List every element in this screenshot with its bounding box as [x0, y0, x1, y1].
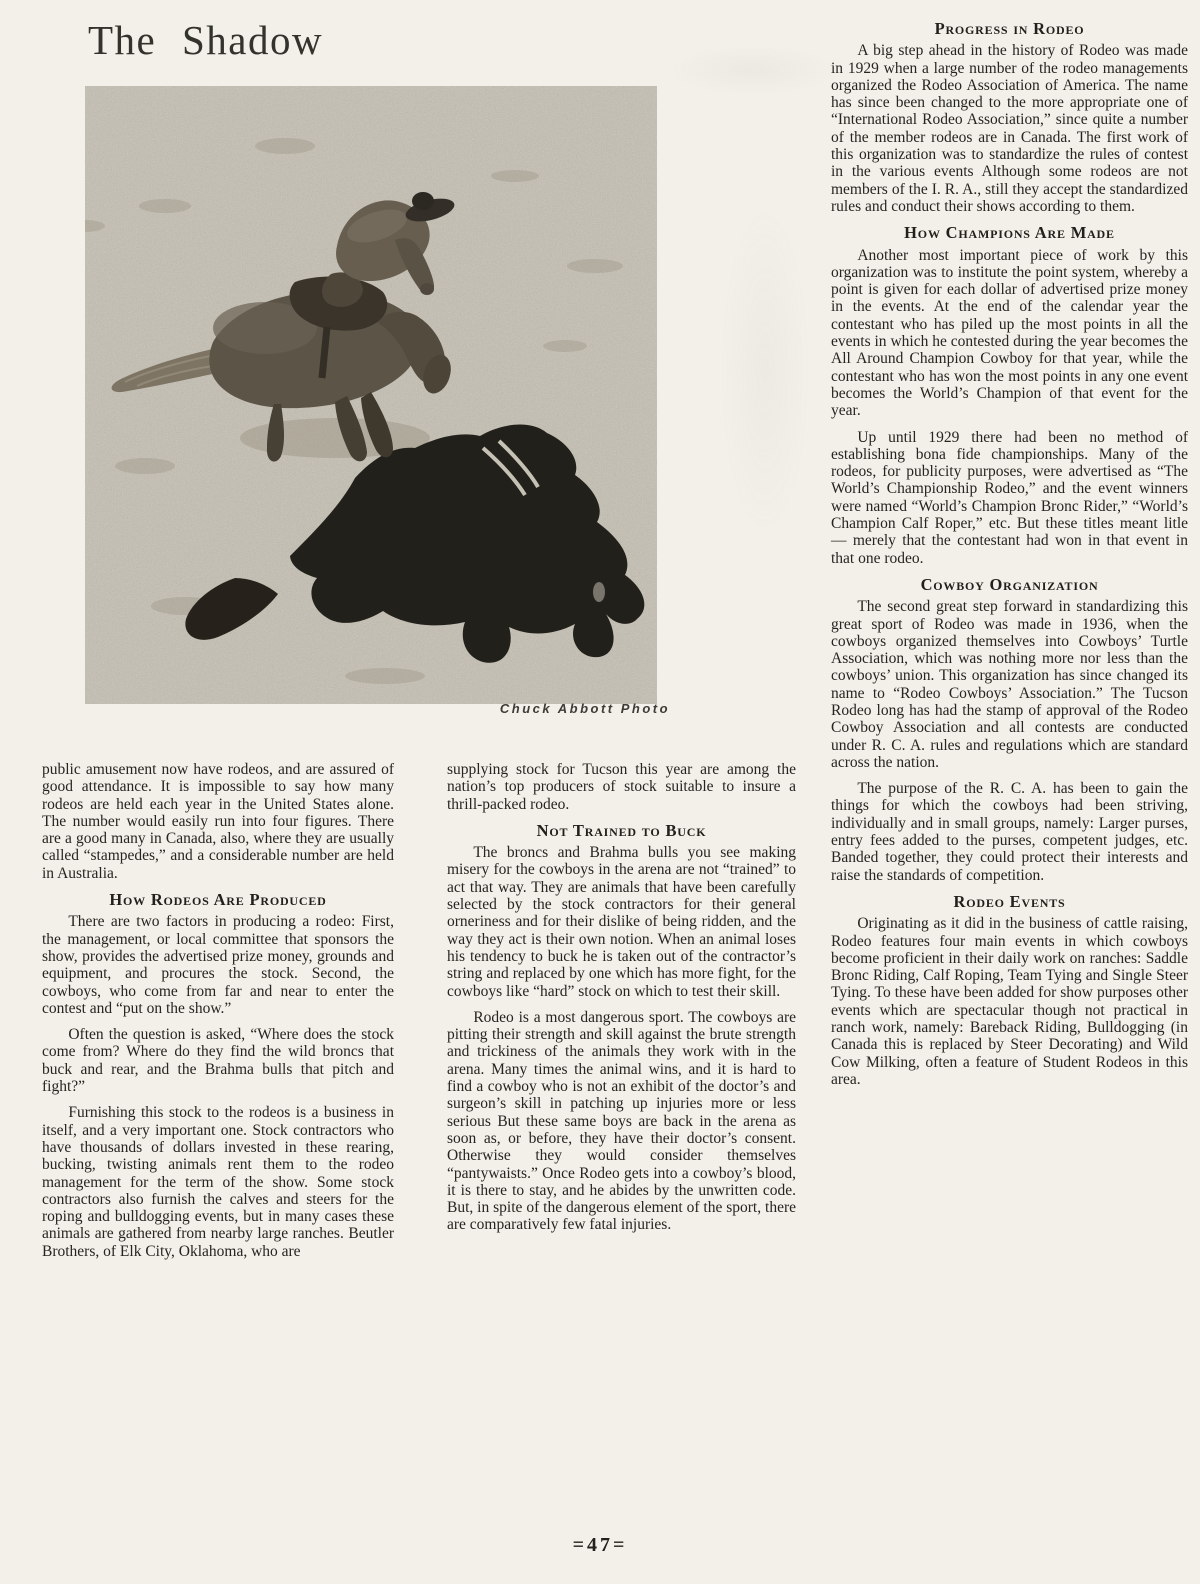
- paragraph: Another most important piece of work by this organization was to institute the point system, whereby a point is given for each dollar of advertised prize money in the events. At the end of the calendar year the contestant who has piled up the most points in all the events in which he contested during the year becomes the All Around Champion Cowboy for that year, while the contestant who has won the most points in any one event becomes the World’s Champion of that event for the year.: [831, 246, 1188, 420]
- section-heading: How Rodeos Are Produced: [109, 890, 327, 910]
- paragraph: The second great step forward in standardizing this great sport of Rodeo was made in 1936, when the cowboys organized themselves into Cowboys’ Turtle Association, which was nothing more nor less than the cowboys’ union. This organization has since changed its name to “Rodeo Cowboys’ Association.” The Tucson Rodeo long has had the stamp of approval of the Rodeo Cowboy Association and all contests are conducted under R. C. A. rules and regulations which are standard across the nation.: [831, 598, 1188, 771]
- left-column: [42, 761, 394, 1269]
- section-heading: How Champions Are Made: [904, 223, 1115, 243]
- paragraph: A big step ahead in the history of Rodeo was made in 1929 when a large number of the rodeo managements organized the Rodeo Association of America. The name has since been changed to the more appropriate one of “International Rodeo Association,” since quite a number of the member rodeos are in Canada. The first work of this organization was to standardize the rules of contest in the various events Although some rodeos are not members of the I. R. A., still they accept the standardized rules and conduct their shows according to them.: [831, 42, 1188, 215]
- section-heading: Rodeo Events: [953, 891, 1066, 911]
- paragraph: The broncs and Brahma bulls you see making misery for the cowboys in the arena are not “trained” to act that way. They are animals that have been carefully selected by the stock contractors for their general orneriness and for their dislike of being ridden, and the way they act is their own notion. When an animal loses his tendency to buck he is taken out of the contractor’s string and replaced by one which has more fight, for the cowboys like “hard” stock on which to test their skill.: [447, 844, 796, 1000]
- stirrup-strap: [322, 327, 327, 378]
- section-heading: Not Trained to Buck: [536, 820, 707, 840]
- paragraph: public amusement now have rodeos, and are assured of good attendance. It is impossible to say how many rodeos are held each year in the United States alone. The number would easily run into four figures. There are a good many in Canada, also, where they are usually called “stampedes,” and a considerable number are held in Australia.: [42, 761, 394, 882]
- paragraph: Originating as it did in the business of cattle raising, Rodeo features four main events in which cowboys become proficient in their daily work on ranches: Saddle Bronc Riding, Calf Roping, Team Tying and Single Steer Tying. To these have been added for show purposes other events which are spectacular though not practical in ranch work, namely: Bareback Riding, Bulldogging (in Canada this is replaced by Steer Decorating) and Wild Cow Milking, often a feature of Student Rodeos in this area.: [831, 915, 1188, 1088]
- paragraph: Rodeo is a most dangerous sport. The cowboys are pitting their strength and skill against the brute strength and trickiness of the animals they work with in the arena. Many times the animal wins, and it is hard to find a cowboy who is not an exhibit of the doctor’s and surgeon’s skill in patching up injuries more or less serious But these same boys are back in the arena as soon as, or before, they have their doctor’s consent. Otherwise they would consider themselves “pantywaists.” Once Rodeo gets into a cowboy’s blood, it is there to stay, and he abides by the unwritten code. But, in spite of the dangerous element of the sport, there are comparatively few fatal injuries.: [447, 1008, 796, 1234]
- middle-column: [447, 761, 796, 1243]
- rodeo-photo-image: [85, 86, 657, 704]
- paragraph: The purpose of the R. C. A. has been to gain the things for which the cowboys had been striving, individually and in small groups, namely: Larger purses, entry fees added to the purses, competent judges, etc. Banded together, they could protect their interests and raise the standards of competition.: [831, 780, 1188, 884]
- paragraph: There are two factors in producing a rodeo: First, the management, or local committee that sponsors the show, provides the advertised prize money, grounds and equipment, and procures the stock. Second, the cowboys, who come from far and near to enter the contest and “put on the show.”: [42, 913, 394, 1017]
- page-title: The Shadow: [88, 17, 324, 63]
- section-heading: Cowboy Organization: [920, 574, 1099, 594]
- rider-hand: [420, 283, 434, 295]
- paragraph: Up until 1929 there had been no method of establishing bona fide championships. Many of the rodeos, for publicity purposes, were advertised as “The World’s Championship Rodeo,” and the event winners were named “World’s Champion Bronc Rider,” “World’s Champion Calf Roper,” etc. But these titles meant litle — merely that the contestant had won in that event in that one rodeo.: [831, 428, 1188, 567]
- paragraph: Often the question is asked, “Where does the stock come from? Where do they find the wild broncs that buck and rear, and the Brahma bulls that pitch and fight?”: [42, 1026, 394, 1096]
- cowboy-hat-crown: [412, 192, 434, 210]
- section-heading: Progress in Rodeo: [934, 19, 1085, 38]
- page-number: =47=: [572, 1534, 628, 1556]
- rodeo-photo: [85, 86, 657, 704]
- photo-caption: Chuck Abbott Photo: [499, 701, 671, 716]
- print-bleedthrough-smudge: [720, 200, 810, 540]
- paragraph: Furnishing this stock to the rodeos is a business in itself, and a very important one. Stock contractors who have thousands of dollars invested in these rearing, bucking, twisting animals rent them to the rodeo management for the term of the show. Some stock contractors also furnish the calves and steers for the roping and bulldogging events, but in many cases these animals are gathered from nearby large ranches. Beutler Brothers, of Elk City, Oklahoma, who are: [42, 1104, 394, 1260]
- print-bleedthrough-smudge: [668, 45, 838, 95]
- right-column: [831, 20, 1188, 1097]
- paragraph: supplying stock for Tucson this year are among the nation’s top producers of stock suitable to insure a thrill-packed rodeo.: [447, 761, 796, 813]
